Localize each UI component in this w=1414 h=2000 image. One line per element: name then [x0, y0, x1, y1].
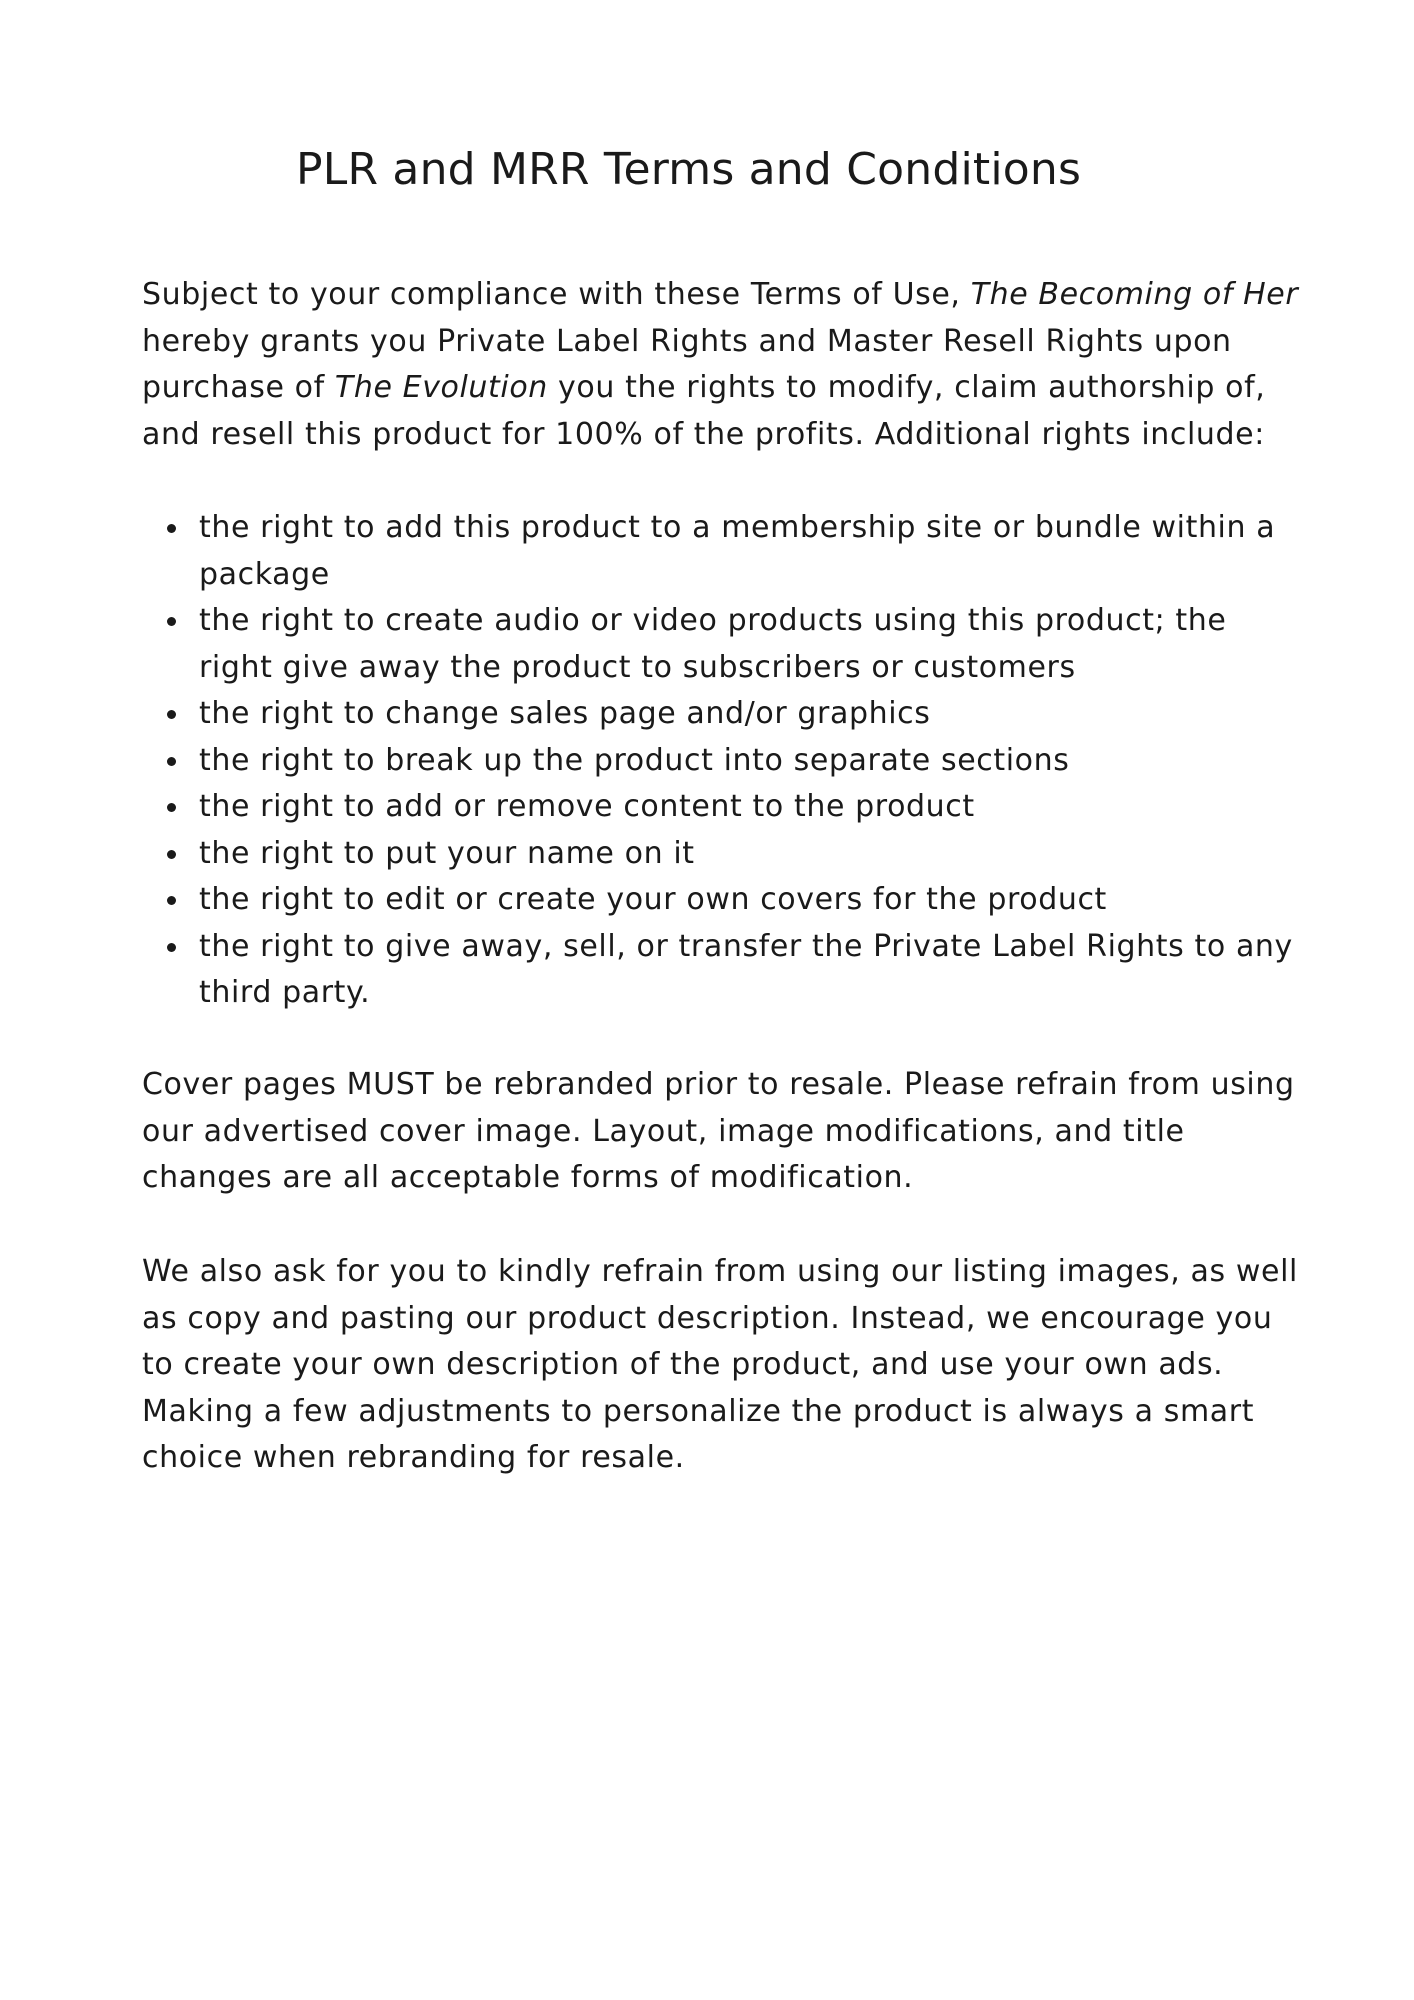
intro-paragraph [142, 272, 1302, 458]
bullet-icon [167, 896, 176, 905]
list-item-text: the right to put your name on it [199, 835, 695, 871]
list-item-text: the right to add this product to a membership site or bundle within a package [199, 510, 1276, 592]
list-item [142, 784, 1302, 831]
list-item [142, 924, 1302, 1017]
bullet-icon [167, 617, 176, 626]
list-item-text: the right to create audio or video products using this product; the right give away the product to subscribers or customers [199, 603, 1227, 685]
list-item [142, 505, 1302, 598]
list-item-text: the right to break up the product into separate sections [199, 742, 1070, 778]
list-item-text: the right to add or remove content to the product [199, 789, 975, 824]
list-item-text: the right to change sales page and/or graphics [199, 696, 931, 731]
brand-name: The Becoming of Her [970, 277, 1299, 312]
list-item [142, 691, 1302, 738]
list-item [142, 738, 1302, 785]
bullet-icon [167, 943, 176, 952]
cover-rebrand-paragraph: Cover pages MUST be rebranded prior to resale. Please refrain from using our advertised cover image. Layout, image modifications, and title changes are all acceptable forms of modification. [142, 1067, 1295, 1195]
bullet-icon [167, 524, 176, 533]
bullet-icon [167, 803, 176, 812]
rights-list [142, 505, 1302, 1017]
intro-text-part2: hereby grants you Private Label Rights and Master Resell Rights upon purchase of [142, 323, 1232, 405]
bullet-icon [167, 850, 176, 859]
intro-text-part1: Subject to your compliance with these Terms of Use, [142, 277, 971, 312]
list-item-text: the right to edit or create your own covers for the product [199, 882, 1107, 917]
list-item [142, 877, 1302, 924]
list-item [142, 831, 1302, 878]
product-name: The Evolution [334, 370, 548, 405]
list-item-text: the right to give away, sell, or transfer the Private Label Rights to any third party. [199, 928, 1293, 1010]
bullet-icon [167, 710, 176, 719]
intro-text-part3: you the rights to modify, claim authorship of, and resell this product for 100% of the profits. Additional rights include: [142, 370, 1266, 452]
listing-request-paragraph: We also ask for you to kindly refrain from using our listing images, as well as copy and pasting our product description. Instead, we encourage you to create your own description of the product, and use your own ads. Making a few adjustments to personalize the product is always a smart choice when rebranding for resale. [142, 1254, 1298, 1475]
list-item [142, 598, 1302, 691]
bullet-icon [167, 757, 176, 766]
page-title: PLR and MRR Terms and Conditions [296, 144, 1082, 195]
